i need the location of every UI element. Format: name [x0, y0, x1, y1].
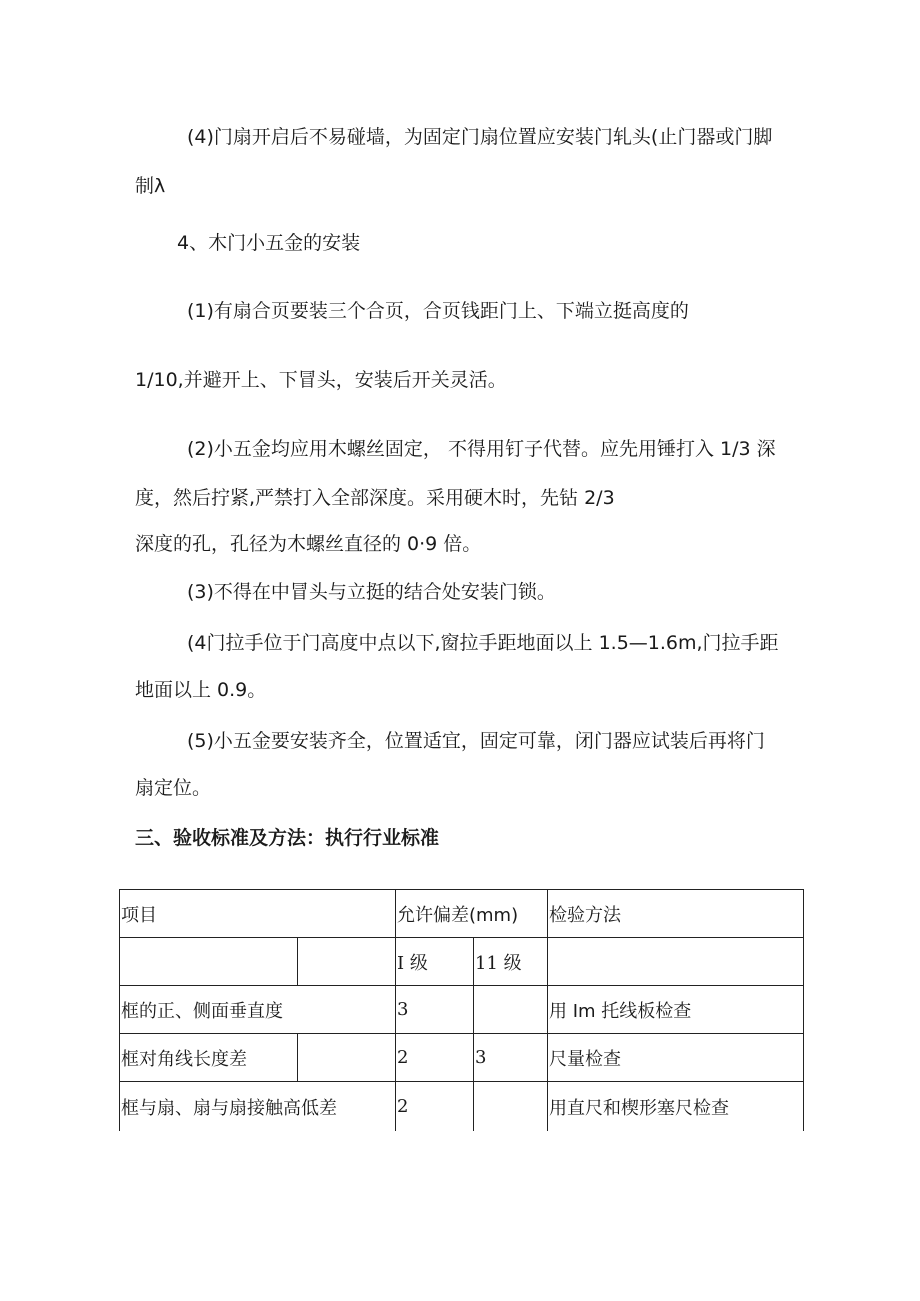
paragraph-3: (3)不得在中冒头与立挺的结合处安装门锁。: [187, 581, 556, 603]
row-method: 用直尺和楔形塞尺检查: [548, 1082, 804, 1132]
row-grade2: [474, 1082, 548, 1132]
row-grade2: 3: [474, 1034, 548, 1082]
subheader-grade2: 11 级: [474, 938, 548, 986]
table-row: [120, 1034, 804, 1082]
row-item-empty: [298, 1034, 396, 1082]
table-subheader-row: [120, 938, 804, 986]
header-tolerance: 允许偏差(mm): [396, 890, 548, 938]
paragraph-1-line1: (1)有扇合页要装三个合页，合页钱距门上、下端立挺高度的: [187, 300, 689, 322]
paragraph-4-line1: (4)门扇开启后不易碰墙，为固定门扇位置应安装门轧头(止门器或门脚: [187, 126, 773, 148]
paragraph-1-line2: 1/10,并避开上、下冒头，安装后开关灵活。: [135, 369, 507, 391]
paragraph-2-line3: 深度的孔，孔径为木螺丝直径的 0·9 倍。: [135, 533, 482, 555]
paragraph-2-line1: (2)小五金均应用木螺丝固定， 不得用钉子代替。应先用锤打入 1/3 深: [187, 438, 776, 460]
paragraph-4-line2: 制λ: [135, 175, 166, 197]
table-row: [120, 1082, 804, 1132]
row-grade2: [474, 986, 548, 1034]
paragraph-5-line2: 地面以上 0.9。: [135, 679, 267, 701]
subheader-empty-1: [120, 938, 298, 986]
paragraph-2-line2: 度，然后拧紧,严禁打入全部深度。采用硬木时，先钻 2/3: [135, 487, 615, 509]
subheader-empty-2: [298, 938, 396, 986]
paragraph-6-line2: 扇定位。: [135, 777, 212, 799]
row-item: 框的正、侧面垂直度: [120, 986, 396, 1034]
row-method: 尺量检查: [548, 1034, 804, 1082]
paragraph-6-line1: (5)小五金要安装齐全，位置适宜，固定可靠，闭门器应试装后再将门: [187, 730, 765, 752]
paragraph-5-line1: (4门拉手位于门高度中点以下,窗拉手距地面以上 1.5—1.6m,门拉手距: [187, 632, 779, 654]
acceptance-table: [119, 889, 804, 1131]
row-grade1: 2: [396, 1082, 474, 1132]
table-row: [120, 986, 804, 1034]
row-item: 框对角线长度差: [120, 1034, 298, 1082]
row-method: 用 Im 托线板检查: [548, 986, 804, 1034]
section-heading: 三、验收标准及方法：执行行业标准: [135, 827, 440, 849]
row-grade1: 3: [396, 986, 474, 1034]
row-grade1: 2: [396, 1034, 474, 1082]
subheader-grade1: I 级: [396, 938, 474, 986]
section-4-title: 4、木门小五金的安装: [177, 232, 361, 254]
table-header-row: [120, 890, 804, 938]
header-method: 检验方法: [548, 890, 804, 938]
subheader-empty-3: [548, 938, 804, 986]
row-item: 框与扇、扇与扇接触高低差: [120, 1082, 396, 1132]
header-item: 项目: [120, 890, 396, 938]
